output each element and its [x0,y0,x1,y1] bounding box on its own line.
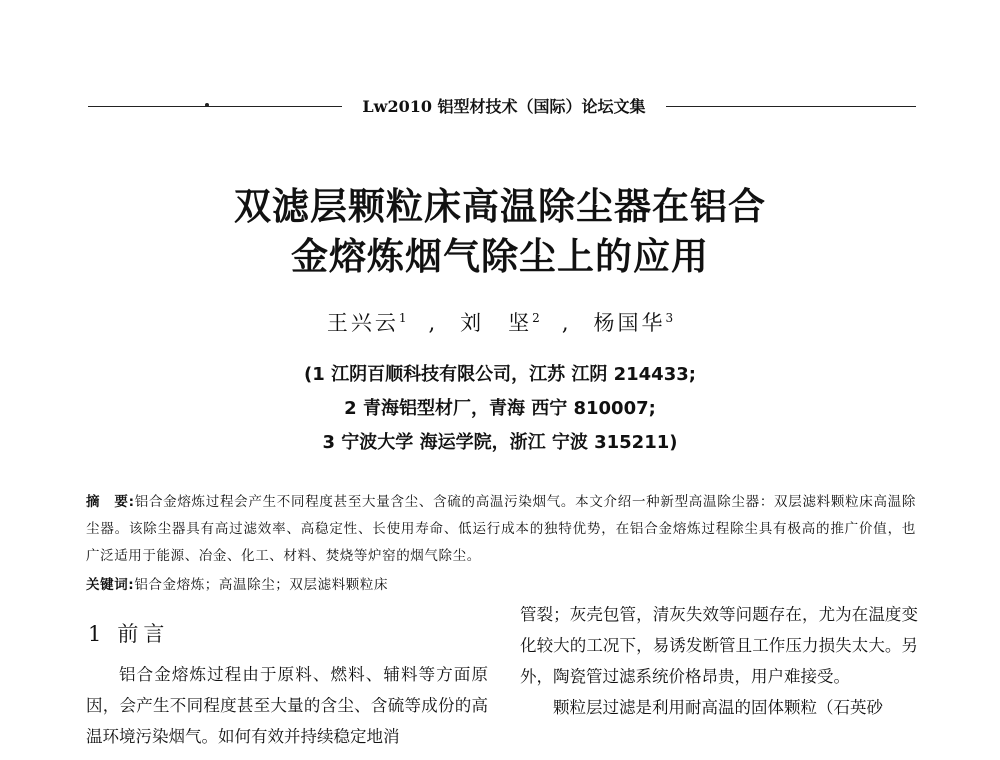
abstract [86,489,916,570]
author-affiliation-mark: 3 [665,311,674,325]
header-rule-right [666,106,916,107]
keywords-label: 关键词: [86,577,135,593]
section-title: 前言 [117,622,170,646]
affiliation-line: 3 宁波大学 海运学院，浙江 宁波 315211) [322,432,678,453]
body-paragraph: 管裂；灰壳包管，清灰失效等问题存在，尤为在温度变化较大的工况下，易诱发断管且工作压力损失太大。另外，陶瓷管过滤系统价格昂贵，用户难接受。 [520,605,918,686]
abstract-text: 铝合金熔炼过程会产生不同程度甚至大量含尘、含硫的高温污染烟气。本文介绍一种新型高温除尘器：双层滤料颗粒床高温除尘器。该除尘器具有高过滤效率、高稳定性、长使用寿命、低运行成本的独特优势，在铝合金熔炼过程除尘具有极高的推广价值，也广泛适用于能源、冶金、化工、材料、焚烧等炉窑的烟气除尘。 [86,494,916,564]
body-column-left [86,659,488,752]
paper-title-line-1: 双滤层颗粒床高温除尘器在铝合 [234,184,766,228]
author-affiliation-mark: 1 [398,311,407,325]
keywords-text: 铝合金熔炼；高温除尘；双层滤料颗粒床 [134,577,389,593]
author-affiliation-mark: 2 [532,311,540,325]
header-rule-dot [205,103,209,107]
author-name: 王兴云 [326,311,399,335]
author-name: 杨国华 [593,311,666,335]
section-number: 1 [88,622,102,646]
paper-title-line-2: 金熔炼烟气除尘上的应用 [291,234,709,278]
header-rule-left [88,106,342,107]
running-header: Lw2010 铝型材技术（国际）论坛文集 [362,97,646,116]
body-paragraph: 铝合金熔炼过程由于原料、燃料、辅料等方面原因，会产生不同程度甚至大量的含尘、含硫等成份的高温环境污染烟气。如何有效并持续稳定地消 [86,665,488,746]
body-column-right [520,599,918,723]
section-heading [88,618,169,648]
affiliation-line: (1 江阴百顺科技有限公司，江苏 江阴 214433; [304,364,696,385]
affiliation-line: 2 青海铝型材厂，青海 西宁 810007; [344,398,656,419]
body-paragraph: 颗粒层过滤是利用耐高温的固体颗粒（石英砂 [553,698,883,717]
author-name: 刘 坚 [460,311,533,335]
abstract-label: 摘 要: [86,494,135,510]
keywords [86,572,916,599]
author-list: 王兴云$^1$ , 刘 坚$^2$ , 杨国华$^3$ [326,311,674,335]
